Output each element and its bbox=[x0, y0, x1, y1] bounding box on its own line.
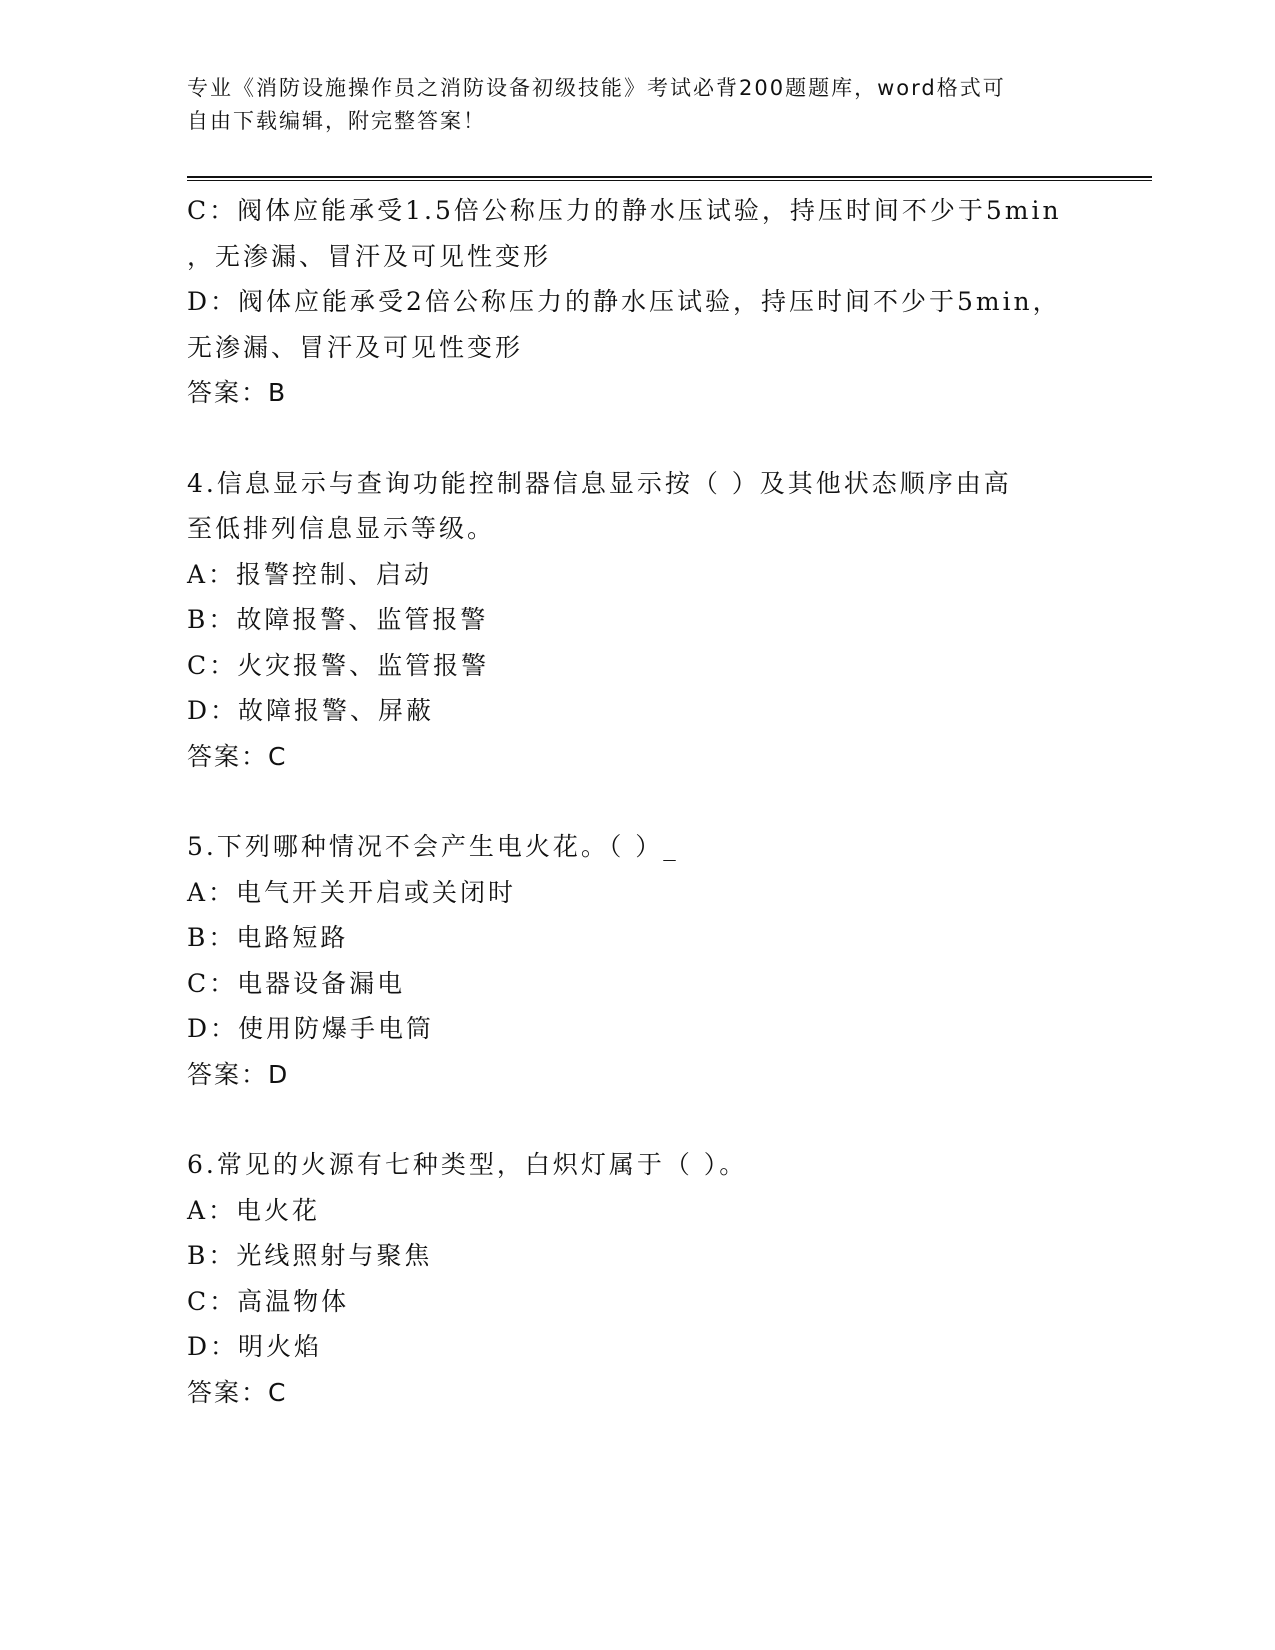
spacer bbox=[187, 1097, 1087, 1142]
spacer bbox=[187, 416, 1087, 461]
option-c: C：电器设备漏电 bbox=[187, 968, 406, 998]
page-header bbox=[187, 72, 1067, 138]
option-d: D：使用防爆手电筒 bbox=[187, 1014, 435, 1043]
option-c-line-2: ，无渗漏、冒汗及可见性变形 bbox=[187, 241, 552, 271]
option-c-line-1: C：阀体应能承受1.5倍公称压力的静水压试验，持压时间不少于5min bbox=[187, 196, 1062, 225]
question-4 bbox=[187, 461, 1087, 780]
option-b: B：故障报警、监管报警 bbox=[187, 605, 489, 634]
spacer bbox=[187, 779, 1087, 824]
option-c: C：高温物体 bbox=[187, 1286, 350, 1316]
option-d-line-2: 无渗漏、冒汗及可见性变形 bbox=[187, 332, 524, 362]
option-d: D：明火焰 bbox=[187, 1332, 323, 1361]
option-d: D：故障报警、屏蔽 bbox=[187, 696, 435, 725]
header-divider bbox=[187, 176, 1152, 181]
answer-label: 答案：D bbox=[187, 1059, 290, 1089]
question-list bbox=[187, 188, 1087, 1415]
question-stem-line-1: 4.信息显示与查询功能控制器信息显示按（ ）及其他状态顺序由高 bbox=[187, 468, 1012, 498]
answer-label: 答案：C bbox=[187, 1377, 288, 1407]
question-5 bbox=[187, 824, 1087, 1097]
option-b: B：光线照射与聚焦 bbox=[187, 1241, 433, 1270]
option-a: A：电气开关开启或关闭时 bbox=[187, 877, 517, 907]
option-a: A：电火花 bbox=[187, 1195, 321, 1225]
option-d-line-1: D：阀体应能承受2倍公称压力的静水压试验，持压时间不少于5min， bbox=[187, 287, 1061, 316]
option-c: C：火灾报警、监管报警 bbox=[187, 650, 490, 680]
question-6 bbox=[187, 1142, 1087, 1415]
question-3-tail bbox=[187, 188, 1087, 416]
option-a: A：报警控制、启动 bbox=[187, 559, 433, 589]
question-stem-line-2: 至低排列信息显示等级。 bbox=[187, 514, 496, 543]
header-title-line-2: 自由下载编辑，附完整答案！ bbox=[187, 109, 486, 133]
question-stem: 5.下列哪种情况不会产生电火花。（ ）_ bbox=[187, 832, 679, 861]
option-b: B：电路短路 bbox=[187, 923, 349, 952]
header-title-line-1: 专业《消防设施操作员之消防设备初级技能》考试必背200题题库，word格式可 bbox=[187, 76, 1006, 100]
question-stem: 6.常见的火源有七种类型，白炽灯属于（ ）。 bbox=[187, 1150, 748, 1179]
answer-label: 答案：B bbox=[187, 378, 288, 407]
answer-label: 答案：C bbox=[187, 741, 288, 771]
